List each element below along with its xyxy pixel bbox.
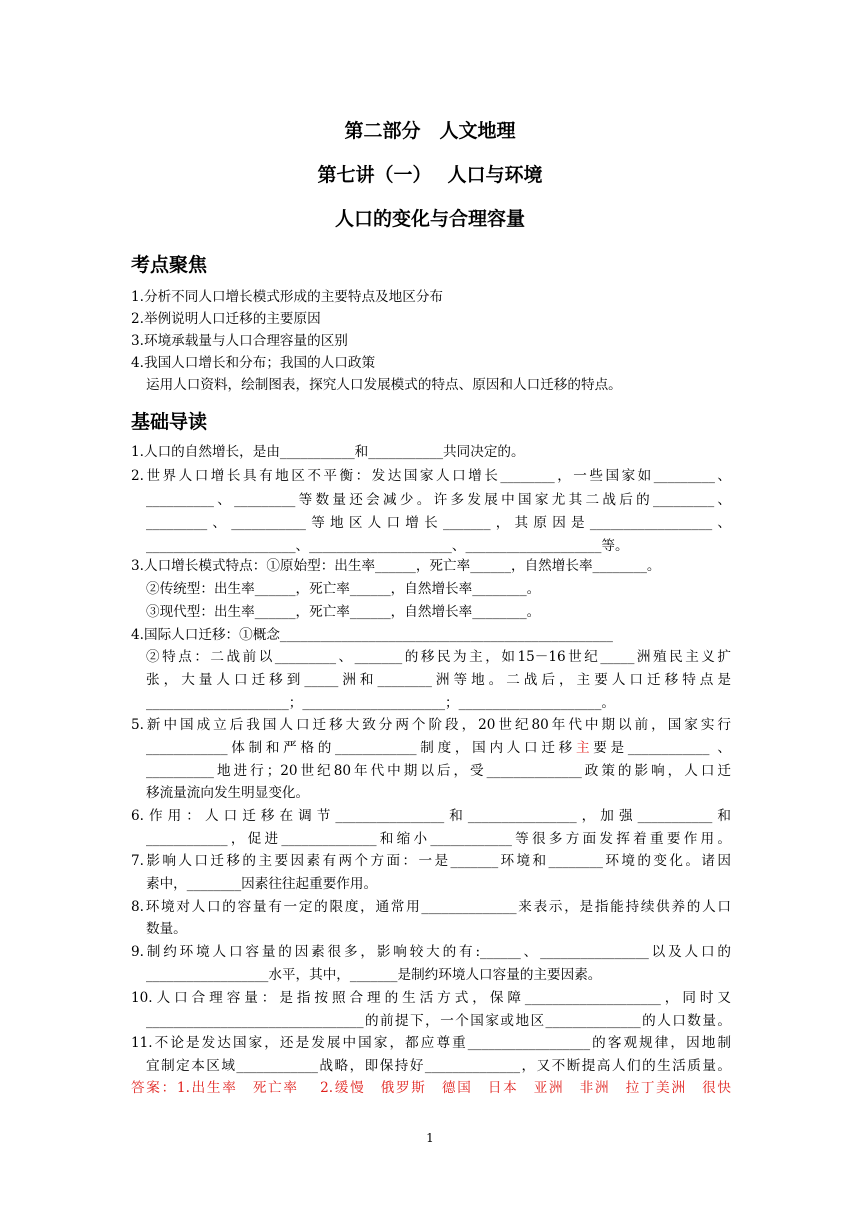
guide-line: 11.不论是发达国家，还是发展中国家，都应尊重__________________的客观规律，因地制 — [131, 1035, 731, 1051]
guide-line: 宜制定本区域____________战略，即保持好______________，又不断提高人们的生活质量。 — [146, 1058, 731, 1074]
guide-line: __________地进行；20世纪80年代中期以后，受______________政策的影响，人口迁 — [146, 763, 731, 779]
guide-line: __________、_________等数量还会减少。许多发展中国家尤其二战后的_________、 — [146, 492, 731, 508]
focus-line: 2.举例说明人口迁移的主要原因 — [131, 311, 321, 327]
guide-line: ________________________________的前提下，一个国家或地区______________的人口数量。 — [146, 1013, 731, 1029]
lecture-title: 第七讲（一） 人口与环境 — [317, 164, 543, 186]
guide-line: 3.人口增长模式特点：①原始型：出生率______，死亡率______，自然增长率________。 — [131, 558, 661, 574]
guide-line: ③现代型：出生率______，死亡率______，自然增长率________。 — [146, 604, 541, 620]
guide-line: 张，大量人口迁移到_____洲和________洲等地。二战后，主要人口迁移特点是 — [146, 672, 731, 688]
guide-line: 9.制约环境人口容量的因素很多，影响较大的有:______、________________以及人口的 — [131, 944, 731, 960]
focus-line: 运用人口资料，绘制图表，探究人口发展模式的特点、原因和人口迁移的特点。 — [146, 377, 622, 393]
focus-heading: 考点聚焦 — [131, 254, 208, 276]
guide-line: 7.影响人口迁移的主要因素有两个方面：一是_______环境和________环境的变化。诸因 — [131, 853, 731, 869]
guide-line: 1.人口的自然增长，是由___________和___________共同决定的。 — [131, 444, 525, 460]
answer-line: 答案：1.出生率 死亡率 2.缓慢 俄罗斯 德国 日本 亚洲 非洲 拉丁美洲 很快 — [131, 1080, 731, 1096]
guide-line: 数量。 — [146, 921, 187, 937]
guide-line: __________________水平，其中，_______是制约环境人口容量的主要因素。 — [146, 967, 602, 983]
guide-line: _________、___________等地区人口增长_______，其原因是__________________、 — [146, 515, 731, 531]
focus-line: 3.环境承载量与人口合理容量的区别 — [131, 333, 348, 349]
guide-line: 6.作用：人口迁移在调节________________和________________，加强___________和 — [131, 808, 731, 824]
focus-line: 1.分析不同人口增长模式形成的主要特点及地区分布 — [131, 289, 444, 305]
guide-line-part: 要是____________ 、 — [593, 740, 731, 756]
guide-line-part: ____________体制和严格的____________制度，国内人口迁移 — [146, 740, 576, 756]
guide-line: ②传统型：出生率______，死亡率______，自然增长率________。 — [146, 581, 541, 597]
page-number: 1 — [426, 1131, 434, 1145]
guide-line: 素中，________因素往往起重要作用。 — [146, 876, 378, 892]
guide-line: _____________________；_____________________；_____________________。 — [146, 695, 615, 711]
guide-line: ②特点：二战前以_________、_______的移民为主，如15－16世纪_____洲殖民主义扩 — [146, 649, 731, 665]
guide-line: 8.环境对人口的容量有一定的限度，通常用______________来表示，是指能持续供养的人口 — [131, 899, 731, 915]
highlighted-char: 主 — [575, 740, 594, 756]
guide-line: 移流量流向发生明显变化。 — [146, 785, 310, 801]
part-title: 第二部分 人文地理 — [344, 120, 516, 142]
focus-line: 4.我国人口增长和分布；我国的人口政策 — [131, 355, 376, 371]
topic-title: 人口的变化与合理容量 — [334, 208, 525, 230]
guide-line — [146, 737, 731, 759]
guide-line: 2.世界人口增长具有地区不平衡：发达国家人口增长________，一些国家如_________、 — [131, 468, 731, 484]
guide-line: ____________，促进______________和缩小____________等很多方面发挥着重要作用。 — [146, 831, 731, 847]
guide-line: 4.国际人口迁移：①概念_________________________________________________ — [131, 627, 613, 643]
guide-line: 10.人口合理容量：是指按照合理的生活方式，保障____________________，同时又 — [131, 990, 731, 1006]
guide-heading: 基础导读 — [131, 411, 208, 433]
guide-line: 5.新中国成立后我国人口迁移大致分两个阶段，20世纪80年代中期以前，国家实行 — [131, 717, 731, 733]
guide-line: ______________________、_____________________、____________________等。 — [146, 538, 629, 554]
